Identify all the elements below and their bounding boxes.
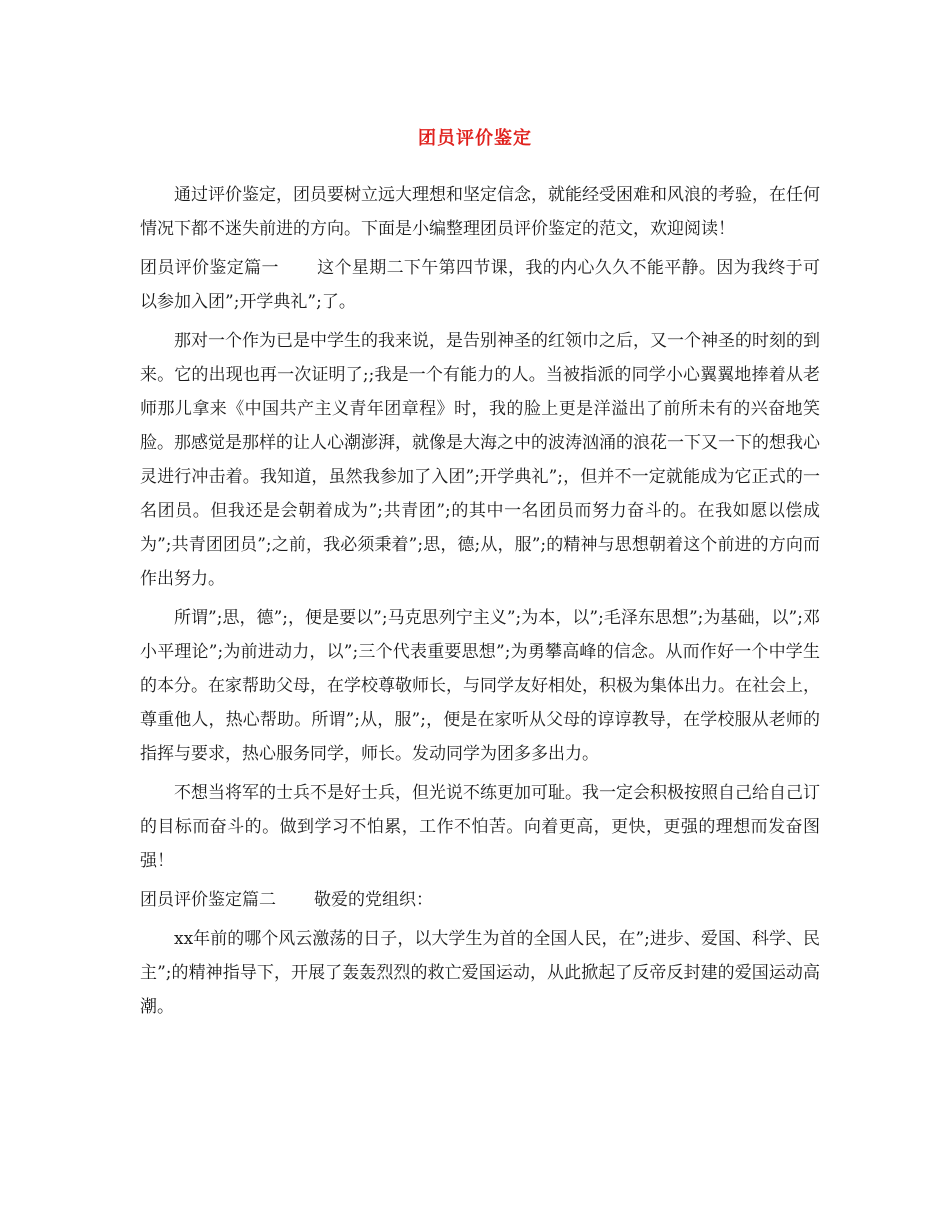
paragraph-text: 所谓”;思，德”;，便是要以”;马克思列宁主义”;为本，以”;毛泽东思想”;为基础，以”;邓小平理论”;为前进动力，以”;三个代表重要思想”;为勇攀高峰的信念。从而作好一个中学生的本分。在家帮助父母，在学校尊敬师长，与同学友好相处，积极为集体出力。在社会上，尊重他人，热心帮助。所谓”;从，服”;，便是在家听从父母的谆谆教导，在学校服从老师的指挥与要求，热心服务同学，师长。发动同学为团多多出力。 [140, 608, 820, 764]
paragraph-body-4 [140, 922, 820, 1024]
paragraph-body-2 [140, 601, 820, 771]
paragraph-text: 这个星期二下午第四节课，我的内心久久不能平静。因为我终于可以参加入团”;开学典礼”;了。 [140, 258, 821, 312]
paragraph-text: 不想当将军的士兵不是好士兵，但光说不练更加可耻。我一定会积极按照自己给自己订的目标而奋斗的。做到学习不怕累，工作不怕苦。向着更高，更快，更强的理想而发奋图强！ [140, 783, 820, 871]
section-heading-1: 团员评价鉴定篇一 [140, 258, 279, 278]
document-title: 团员评价鉴定 [418, 128, 532, 149]
document-body [140, 178, 820, 1024]
section-heading-2: 团员评价鉴定篇二 [140, 890, 276, 910]
paragraph-text: 敬爱的党组织： [314, 890, 433, 910]
paragraph-text: 那对一个作为已是中学生的我来说，是告别神圣的红领巾之后，又一个神圣的时刻的到来。它的出现也再一次证明了;;我是一个有能力的人。当被指派的同学小心翼翼地捧着从老师那儿拿来《中国共产主义青年团章程》时，我的脸上更是洋溢出了前所未有的兴奋地笑脸。那感觉是那样的让人心潮澎湃，就像是大海之中的波涛汹涌的浪花一下又一下的想我心灵进行冲击着。我知道，虽然我参加了入团”;开学典礼”;，但并不一定就能成为它正式的一名团员。但我还是会朝着成为”;共青团”;的其中一名团员而努力奋斗的。在我如愿以偿成为”;共青团团员”;之前，我必须秉着”;思，德;从，服”;的精神与思想朝着这个前进的方向而作出努力。 [140, 331, 820, 589]
paragraph-section-2-start [140, 883, 820, 917]
paragraph-section-1-start [140, 251, 820, 319]
paragraph-body-3 [140, 776, 820, 878]
paragraph-body-1 [140, 324, 820, 596]
paragraph-intro [140, 178, 820, 246]
paragraph-text: 通过评价鉴定，团员要树立远大理想和坚定信念，就能经受困难和风浪的考验，在任何情况下都不迷失前进的方向。下面是小编整理团员评价鉴定的范文，欢迎阅读！ [140, 185, 820, 239]
paragraph-text: xx年前的哪个风云激荡的日子，以大学生为首的全国人民，在”;进步、爱国、科学、民主”;的精神指导下，开展了轰轰烈烈的救亡爱国运动，从此掀起了反帝反封建的爱国运动高潮。 [140, 929, 820, 1017]
